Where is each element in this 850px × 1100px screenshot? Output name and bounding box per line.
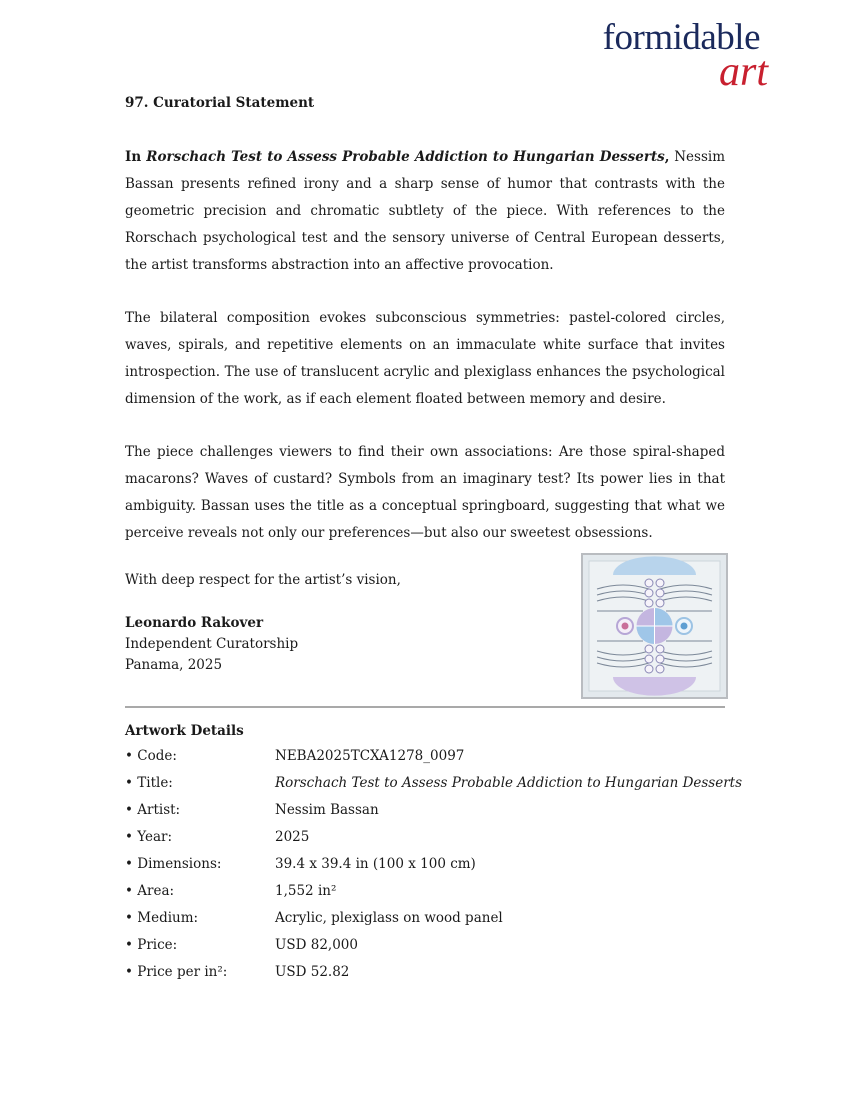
section-divider (125, 706, 725, 708)
closing-line: With deep respect for the artist’s vision, (125, 572, 401, 588)
detail-row-code (125, 744, 725, 771)
detail-label: • Medium: (125, 910, 199, 926)
curator-name: Leonardo Rakover (125, 615, 264, 631)
logo-wordmark-formidable: formidable (602, 17, 760, 58)
statement-paragraph-2: The bilateral composition evokes subconscious symmetries: pastel-colored circles, waves, spirals, and repetitive elements on an immaculate white surface that invites introspection. The use of translucent acrylic and plexiglass enhances the psychological dimension of the work, as if each element floated between memory and desire. (125, 310, 725, 407)
detail-value: USD 82,000 (275, 937, 358, 953)
detail-row-price (125, 933, 725, 960)
detail-value: Rorschach Test to Assess Probable Addiction to Hungarian Desserts (275, 775, 743, 791)
detail-value: NEBA2025TCXA1278_0097 (275, 748, 465, 764)
detail-label: • Dimensions: (125, 856, 222, 872)
detail-label: • Year: (125, 829, 173, 845)
para1-artwork-title: Rorschach Test to Assess Probable Addiction to Hungarian Desserts (146, 149, 665, 165)
detail-label: • Area: (125, 883, 175, 899)
curator-role: Independent Curatorship (125, 636, 299, 652)
detail-row-year (125, 825, 725, 852)
para1-body: Nessim Bassan presents refined irony and a sharp sense of humor that contrasts with the geometric precision and chromatic subtlety of the piece. With references to the Rorschach psychological test and the sensory universe of Central European desserts, the artist transforms abstraction into an affective provocation. (125, 149, 725, 273)
curator-place-date: Panama, 2025 (125, 657, 223, 673)
detail-row-artist (125, 798, 725, 825)
detail-row-price-per-area (125, 960, 725, 987)
para1-prefix: In (125, 149, 147, 165)
detail-value: Acrylic, plexiglass on wood panel (275, 910, 503, 926)
detail-value: USD 52.82 (275, 964, 350, 980)
artwork-illustration (583, 555, 726, 697)
statement-paragraph-1 (125, 144, 725, 279)
para1-comma: , (664, 149, 670, 165)
section-heading: 97. Curatorial Statement (125, 95, 315, 111)
detail-label: • Price: (125, 937, 178, 953)
signature-block (125, 613, 298, 676)
formidable-art-logo (602, 14, 820, 95)
detail-label: • Price per in²: (125, 964, 228, 980)
detail-label: • Artist: (125, 802, 181, 818)
logo-wordmark-art: art (718, 49, 768, 95)
detail-row-title (125, 771, 743, 798)
detail-value: 39.4 x 39.4 in (100 x 100 cm) (275, 856, 476, 872)
detail-row-dimensions (125, 852, 725, 879)
detail-label: • Title: (125, 775, 173, 791)
artwork-image (581, 553, 728, 699)
detail-value: 1,552 in² (275, 883, 337, 899)
detail-label: • Code: (125, 748, 177, 764)
artwork-details-heading: Artwork Details (125, 723, 244, 739)
statement-paragraph-3: The piece challenges viewers to find their own associations: Are those spiral-shaped macarons? Waves of custard? Symbols from an imaginary test? Its power lies in that ambiguity. Bassan uses the title as a conceptual springboard, suggesting that what we perceive reveals not only our preferences—but also our sweetest obsessions. (125, 444, 725, 541)
detail-value: 2025 (275, 829, 310, 845)
detail-row-area (125, 879, 725, 906)
detail-value: Nessim Bassan (275, 802, 379, 818)
artwork-details-list (125, 744, 743, 987)
detail-row-medium (125, 906, 725, 933)
